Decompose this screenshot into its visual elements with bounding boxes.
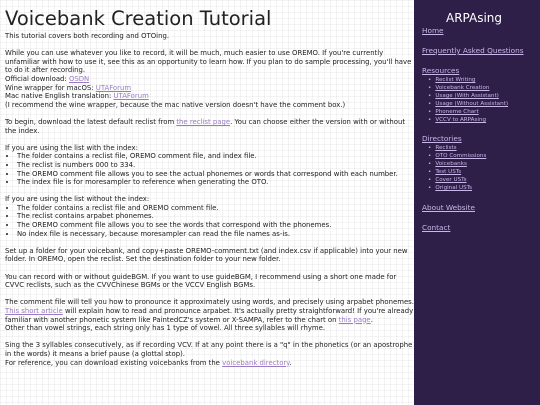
sidebar-item-voicebank-creation: [428, 84, 540, 92]
list-item: • The folder contains a reclist file, OREMO comment file, and index file.: [17, 152, 414, 161]
comment-file-text-mid: will explain how to read and pronounce arpabet. It's actually pretty straightforward! If you're already familiar with another phonetic system like PaintedCZ's system or X-SAMPA, refer to the chart on: [5, 307, 414, 324]
mac-translation-label: Mac native English translation:: [5, 92, 114, 101]
nav-about[interactable]: About Website: [422, 203, 475, 213]
guidebgm-paragraph: You can record with or without guideBGM. If you want to use guideBGM, I recommend using a short one made for CVVC reclists, such as the CVVChinese BGMs or the VCCV English BGMs.: [5, 272, 397, 290]
sidebar-link-oto-commissions[interactable]: OTO Commissions: [435, 152, 487, 159]
this-page-link[interactable]: this page: [338, 315, 371, 324]
sidebar-link-vccv-to-arpasing[interactable]: VCCV to ARPAsing: [435, 117, 487, 124]
voicebank-directory-link[interactable]: voicebank directory: [222, 358, 290, 367]
list-item: • The folder contains a reclist file and OREMO comment file.: [17, 204, 414, 213]
sidebar-item-test-usts: [428, 168, 540, 176]
sidebar-link-reclists[interactable]: Reclists: [435, 144, 457, 151]
reference-paragraph: [5, 359, 414, 368]
sidebar: [414, 0, 540, 405]
sidebar-link-reclist-writing[interactable]: Reclist Writing: [435, 77, 476, 83]
list-item: • The OREMO comment file allows you to see the words that correspond with the phonemes.: [17, 221, 414, 230]
sidebar-item-reclist-writing: [428, 76, 540, 84]
mac-utaforum-link[interactable]: UTAForum: [113, 92, 149, 101]
wine-wrapper-line: [5, 84, 414, 93]
mac-translation-line: [5, 92, 414, 101]
wine-wrapper-label: Wine wrapper for macOS:: [5, 83, 96, 92]
subtitle: This tutorial covers both recording and OTOing.: [5, 32, 170, 40]
sidebar-link-test-usts[interactable]: Test USTs: [435, 168, 462, 175]
wine-utaforum-link[interactable]: UTAForum: [95, 83, 132, 92]
nav-faq[interactable]: Frequently Asked Questions: [422, 46, 524, 55]
without-index-list: [5, 204, 414, 238]
site-title: ARPAsing: [446, 11, 503, 25]
download-reclist-text: To begin, download the latest default reclist from: [5, 117, 177, 126]
reclist-page-link[interactable]: the reclist page: [176, 117, 231, 126]
directories-submenu: [414, 144, 540, 193]
sidebar-link-original-usts[interactable]: Original USTs: [435, 185, 473, 192]
sidebar-item-oto-commissions: [428, 152, 540, 160]
sidebar-item-reclists: [428, 144, 540, 152]
with-index-list: [5, 152, 414, 186]
sidebar-link-usage-with-assistant[interactable]: Usage (With Assistant): [435, 93, 499, 100]
list-item: • The OREMO comment file allows you to see the actual phonemes or words that correspond with each number.: [17, 170, 414, 179]
sing-paragraph: Sing the 3 syllables consecutively, as if recording VCV. If at any point there is a "q" in the phonetics (or an apostrophe in the words) it means a brief pause (a glottal stop).: [5, 341, 413, 358]
resources-submenu: [414, 76, 540, 125]
download-reclist-text-end: . You can choose either the version with or without the index.: [5, 117, 406, 135]
comment-file-text-end: .: [370, 315, 373, 324]
sidebar-item-phoneme-chart: [428, 108, 540, 116]
sidebar-item-original-usts: [428, 184, 540, 192]
vowel-paragraph: Other than vowel strings, each string only has 1 type of vowel. All three syllables will rhyme.: [5, 324, 326, 333]
sidebar-item-voicebanks: [428, 160, 540, 168]
nav-directories[interactable]: Directories: [422, 133, 462, 143]
list-item: • The reclist contains arpabet phonemes.: [17, 212, 414, 221]
download-reclist-paragraph: [5, 118, 414, 135]
reference-text-end: .: [289, 358, 292, 367]
sidebar-item-usage-with-assistant: [428, 92, 540, 100]
sidebar-item-usage-without-assistant: [428, 100, 540, 108]
nav-contact[interactable]: Contact: [422, 223, 451, 233]
list-item: • The reclist is numbers 000 to 334.: [17, 161, 414, 170]
sidebar-item-vccv-to-arpasing: [428, 116, 540, 124]
sidebar-link-phoneme-chart[interactable]: Phoneme Chart: [435, 109, 479, 116]
reference-text: For reference, you can download existing voicebanks from the: [5, 358, 223, 367]
nav-resources[interactable]: Resources: [422, 66, 460, 75]
page-title: Voicebank Creation Tutorial: [5, 7, 272, 30]
short-article-link[interactable]: This short article: [5, 307, 63, 315]
sidebar-link-voicebanks[interactable]: Voicebanks: [435, 160, 467, 167]
official-download-label: Official download:: [5, 74, 69, 83]
sidebar-link-voicebank-creation[interactable]: Voicebank Creation: [435, 85, 490, 92]
osdn-link[interactable]: OSDN: [68, 74, 90, 83]
sidebar-item-cover-usts: [428, 176, 540, 184]
comment-file-text: The comment file will tell you how to pronounce it approximately using words, and precisely using arpabet phonemes.: [5, 298, 414, 307]
intro-paragraph: While you can use whatever you like to record, it will be much, much easier to use OREMO. If you're currently unfamiliar with how to use it, see this as an opportunity to learn how. If you plan to do sample processing, you'll have to do it after recording.: [5, 49, 412, 75]
comment-file-paragraph: [5, 298, 414, 324]
without-index-heading: If you are using the list without the index:: [5, 195, 150, 204]
sidebar-link-cover-usts[interactable]: Cover USTs: [435, 176, 467, 183]
with-index-heading: If you are using the list with the index:: [5, 143, 138, 152]
list-item: • The index file is for moresampler to reference when generating the OTO.: [17, 178, 414, 187]
nav-home[interactable]: Home: [422, 26, 444, 35]
list-item: • No index file is necessary, because moresampler can read the file names as-is.: [17, 230, 414, 239]
recommendation-note: (I recommend the wine wrapper, because the mac native version doesn't have the comment box.): [5, 100, 346, 109]
setup-paragraph: Set up a folder for your voicebank, and copy+paste OREMO-comment.txt (and index.csv if applicable) into your new folder. In OREMO, open the reclist. Set the destination folder to your new folder.: [5, 246, 408, 264]
official-download-line: [5, 75, 414, 84]
sidebar-link-usage-without-assistant[interactable]: Usage (Without Assistant): [435, 101, 509, 108]
